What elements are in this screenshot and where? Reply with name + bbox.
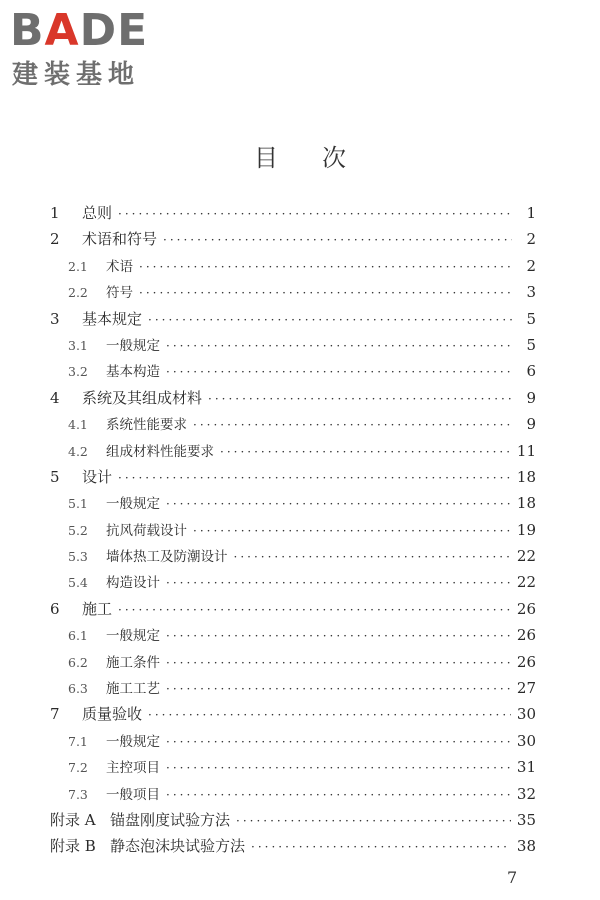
- toc-entry-number: 6.2: [68, 654, 88, 670]
- toc-entry-number: 6.3: [68, 681, 88, 697]
- toc-entry-number: 4: [50, 388, 60, 407]
- toc-entry[interactable]: [50, 598, 536, 624]
- toc-leader-dots: [163, 233, 512, 247]
- toc-entry-number: 4.2: [68, 443, 88, 459]
- toc-entry-label: 构造设计: [106, 575, 160, 592]
- toc-entry[interactable]: [50, 703, 536, 729]
- toc-entry-page: 31: [516, 758, 536, 777]
- toc-entry[interactable]: [50, 624, 536, 650]
- toc-entry-label: 施工: [82, 599, 113, 618]
- toc-entry-label: 术语: [106, 258, 133, 275]
- toc-leader-dots: [234, 550, 511, 564]
- toc-leader-dots: [118, 207, 512, 221]
- toc-entry-label: 主控项目: [106, 760, 160, 777]
- toc-entry-page: 26: [516, 626, 536, 645]
- toc-entry[interactable]: [50, 466, 536, 492]
- toc-entry-number: 5: [50, 467, 60, 486]
- toc-entry-label: 组成材料性能要求: [106, 443, 214, 460]
- toc-entry-label: 基本规定: [82, 309, 143, 328]
- toc-entry-label: 施工工艺: [106, 681, 160, 698]
- toc-entry[interactable]: [50, 809, 536, 835]
- toc-leader-dots: [148, 313, 512, 327]
- toc-entry[interactable]: [50, 835, 536, 861]
- toc-entry-number: 4.1: [68, 417, 88, 433]
- toc-entry[interactable]: [50, 545, 536, 571]
- toc-leader-dots: [166, 339, 512, 353]
- toc-entry-page: 18: [516, 494, 536, 513]
- toc-entry-number: 3: [50, 309, 60, 328]
- toc-leader-dots: [193, 524, 511, 538]
- toc-leader-dots: [220, 445, 511, 459]
- toc-entry-page: 27: [516, 679, 536, 698]
- toc-entry-number: 附录 A: [50, 810, 96, 829]
- toc-entry-label: 术语和符号: [82, 230, 158, 249]
- toc-entry-number: 5.2: [68, 522, 88, 538]
- toc-leader-dots: [236, 814, 511, 828]
- toc-leader-dots: [193, 418, 512, 432]
- toc-leader-dots: [166, 576, 511, 590]
- toc-entry[interactable]: [50, 519, 536, 545]
- toc-entry-label: 一般规定: [106, 733, 160, 750]
- toc-entry-label: 系统性能要求: [106, 417, 187, 434]
- toc-entry[interactable]: [50, 440, 536, 466]
- toc-entry[interactable]: [50, 492, 536, 518]
- toc-entry-number: 3.1: [68, 337, 88, 353]
- toc-entry-number: 2.1: [68, 258, 88, 274]
- toc-leader-dots: [166, 761, 511, 775]
- toc-entry-number: 附录 B: [50, 837, 96, 856]
- toc-entry-label: 设计: [82, 467, 113, 486]
- toc-entry-page: 22: [516, 573, 536, 592]
- toc-entry-page: 5: [526, 309, 536, 328]
- toc-entry-number: 2.2: [68, 285, 88, 301]
- toc-entry[interactable]: [50, 651, 536, 677]
- toc-entry-number: 7.1: [68, 733, 88, 749]
- toc-entry[interactable]: [50, 413, 536, 439]
- toc-entry-label: 静态泡沫块试验方法: [110, 837, 246, 856]
- toc-entry[interactable]: [50, 677, 536, 703]
- logo-subtitle: 建装基地: [12, 60, 141, 90]
- toc-entry-label: 一般规定: [106, 337, 160, 354]
- toc-entry-number: 5.4: [68, 575, 88, 591]
- toc-leader-dots: [139, 260, 512, 274]
- toc-entry-label: 抗风荷载设计: [106, 522, 187, 539]
- toc-entry-label: 基本构造: [106, 364, 160, 381]
- toc-entry-label: 系统及其组成材料: [82, 388, 203, 407]
- toc-entry-page: 30: [516, 705, 536, 724]
- toc-leader-dots: [139, 286, 512, 300]
- toc-entry-label: 施工条件: [106, 654, 160, 671]
- toc-entry[interactable]: [50, 783, 536, 809]
- toc-entry-page: 2: [526, 256, 536, 275]
- toc-leader-dots: [166, 497, 511, 511]
- toc-entry-page: 11: [516, 441, 536, 460]
- toc-entry-page: 35: [516, 810, 536, 829]
- toc-entry-page: 9: [526, 388, 536, 407]
- toc-entry-page: 32: [516, 784, 536, 803]
- toc-entry[interactable]: [50, 387, 536, 413]
- toc-entry-page: 6: [526, 362, 536, 381]
- toc-entry-number: 7.2: [68, 760, 88, 776]
- toc-entry[interactable]: [50, 730, 536, 756]
- page-title: 目次: [254, 144, 390, 172]
- toc-entry-label: 一般规定: [106, 628, 160, 645]
- toc-entry-page: 30: [516, 731, 536, 750]
- toc-entry[interactable]: [50, 228, 536, 254]
- toc-leader-dots: [166, 735, 511, 749]
- toc-leader-dots: [166, 788, 511, 802]
- toc-entry-page: 19: [516, 520, 536, 539]
- toc-entry-page: 2: [526, 230, 536, 249]
- toc-entry[interactable]: [50, 756, 536, 782]
- toc-entry-number: 5.1: [68, 496, 88, 512]
- toc-leader-dots: [148, 708, 511, 722]
- toc-entry[interactable]: [50, 281, 536, 307]
- toc-entry-label: 质量验收: [82, 705, 143, 724]
- toc-leader-dots: [208, 392, 512, 406]
- toc-entry-page: 1: [526, 204, 536, 222]
- toc-entry-page: 26: [516, 599, 536, 618]
- toc-entry-label: 总则: [82, 204, 113, 222]
- toc-entry-number: 7: [50, 705, 60, 724]
- toc-entry-label: 锚盘刚度试验方法: [110, 810, 231, 829]
- toc-leader-dots: [166, 629, 511, 643]
- toc-entry-number: 7.3: [68, 786, 88, 802]
- page-number: 7: [507, 868, 518, 887]
- toc-entry-page: 26: [516, 652, 536, 671]
- logo: [10, 6, 180, 96]
- toc-entry-number: 6: [50, 599, 60, 618]
- toc-entry-number: 5.3: [68, 549, 88, 565]
- toc-entry-page: 38: [516, 837, 536, 856]
- logo-wordmark: BADE: [10, 5, 149, 56]
- toc-entry-number: 2: [50, 230, 60, 249]
- toc-leader-dots: [251, 840, 511, 854]
- toc-entry-page: 3: [526, 283, 536, 302]
- toc-entry-page: 5: [526, 335, 536, 354]
- toc-entry[interactable]: [50, 360, 536, 386]
- toc-entry-number: 6.1: [68, 628, 88, 644]
- toc-entry-label: 墙体热工及防潮设计: [106, 549, 228, 566]
- toc-leader-dots: [166, 682, 511, 696]
- toc-entry-page: 9: [526, 415, 536, 434]
- toc-entry[interactable]: [50, 571, 536, 597]
- toc-leader-dots: [166, 365, 512, 379]
- toc-entry-label: 符号: [106, 285, 133, 302]
- toc-entry[interactable]: [50, 334, 536, 360]
- toc-entry-label: 一般项目: [106, 786, 160, 803]
- toc-entry-number: 3.2: [68, 364, 88, 380]
- toc-entry-number: 1: [50, 204, 60, 222]
- toc-entry[interactable]: [50, 308, 536, 334]
- toc-leader-dots: [118, 603, 511, 617]
- toc-entry-label: 一般规定: [106, 496, 160, 513]
- toc-leader-dots: [166, 656, 511, 670]
- toc-leader-dots: [118, 471, 511, 485]
- toc-entry-page: 22: [516, 547, 536, 566]
- table-of-contents: [50, 202, 536, 862]
- toc-entry[interactable]: [50, 255, 536, 281]
- toc-entry-page: 18: [516, 467, 536, 486]
- toc-entry[interactable]: [50, 202, 536, 228]
